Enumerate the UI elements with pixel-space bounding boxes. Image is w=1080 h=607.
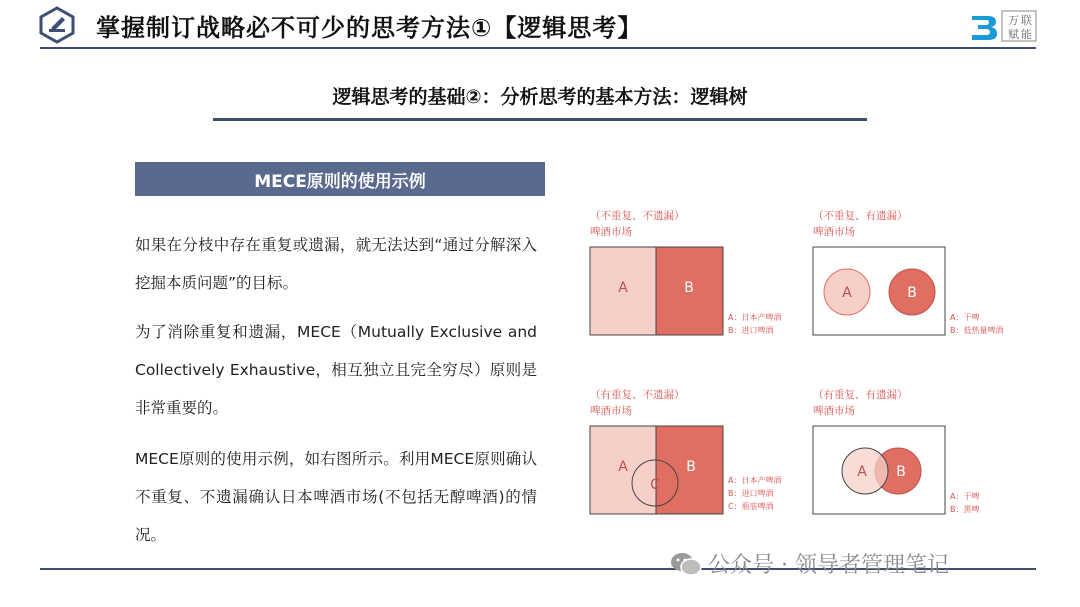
paragraph: MECE原则的使用示例，如右图所示。利用MECE原则确认不重复、不遗漏确认日本啤酒市场(不包括无醇啤酒)的情况。 <box>135 450 537 544</box>
diagram-legend <box>728 311 781 337</box>
legend-item: B：进口啤酒 <box>728 489 774 498</box>
diagram-legend <box>950 490 980 516</box>
header-divider <box>40 47 1036 49</box>
diagram-market-label: 啤酒市场 <box>813 405 855 417</box>
legend-item: B：低热量啤酒 <box>950 326 1004 335</box>
diagram-tag: （有重复、不遗漏） <box>590 389 685 401</box>
diagram-market-label: 啤酒市场 <box>590 226 632 238</box>
set-label: A <box>842 285 852 301</box>
paragraph: 如果在分枝中存在重复或遗漏，就无法达到“通过分解深入挖掘本质问题”的目标。 <box>135 236 537 292</box>
set-label: A <box>857 464 867 480</box>
paragraph: 为了消除重复和遗漏，MECE（Mutually Exclusive and Collectively Exhaustive，相互独立且完全穷尽）原则是非常重要的。 <box>135 323 537 417</box>
diagram-market-label: 啤酒市场 <box>590 405 632 417</box>
logo-char: 联 <box>1021 14 1032 27</box>
logo-char: 能 <box>1021 28 1032 41</box>
set-label: B <box>686 459 696 475</box>
diagram-tag: （不重复、不遗漏） <box>590 210 685 222</box>
set-label: B <box>907 285 917 301</box>
set-label: B <box>684 280 694 296</box>
subtitle-underline <box>213 118 867 121</box>
legend-item: C：瓶装啤酒 <box>728 502 774 511</box>
legend-item: A：日本产啤酒 <box>728 313 782 322</box>
set-label: B <box>896 464 906 480</box>
brand-logo <box>968 8 1040 44</box>
legend-item: A：干啤 <box>950 492 980 501</box>
diagram-tag: （不重复、有遗漏） <box>813 210 908 222</box>
watermark <box>670 548 949 579</box>
section-banner: MECE原则的使用示例 <box>135 162 545 196</box>
diagram-legend <box>950 311 1004 337</box>
legend-item: B：进口啤酒 <box>728 326 774 335</box>
diagram-legend <box>728 474 781 513</box>
diagram-market-label: 啤酒市场 <box>813 226 855 238</box>
logo-char: 赋 <box>1008 28 1019 41</box>
venn-diagram-4 <box>812 425 946 515</box>
logo-char: 万 <box>1008 14 1019 27</box>
legend-item: A：干啤 <box>950 313 980 322</box>
venn-diagram-2 <box>812 246 946 336</box>
watermark-text: 公众号 · 领导者管理笔记 <box>708 553 949 578</box>
legend-item: A：日本产啤酒 <box>728 476 782 485</box>
venn-diagram-3 <box>589 425 725 515</box>
diagram-tag: （有重复、有遗漏） <box>813 389 908 401</box>
section-subtitle: 逻辑思考的基础②：分析思考的基本方法：逻辑树 <box>332 86 748 108</box>
set-label: C <box>650 477 660 493</box>
page-title: 掌握制订战略必不可少的思考方法①【逻辑思考】 <box>96 14 643 42</box>
edit-icon <box>38 6 76 44</box>
legend-item: B：黑啤 <box>950 505 980 514</box>
wechat-icon <box>670 551 702 577</box>
set-label: A <box>618 459 628 475</box>
set-label: A <box>618 280 628 296</box>
venn-diagram-1 <box>589 246 725 336</box>
